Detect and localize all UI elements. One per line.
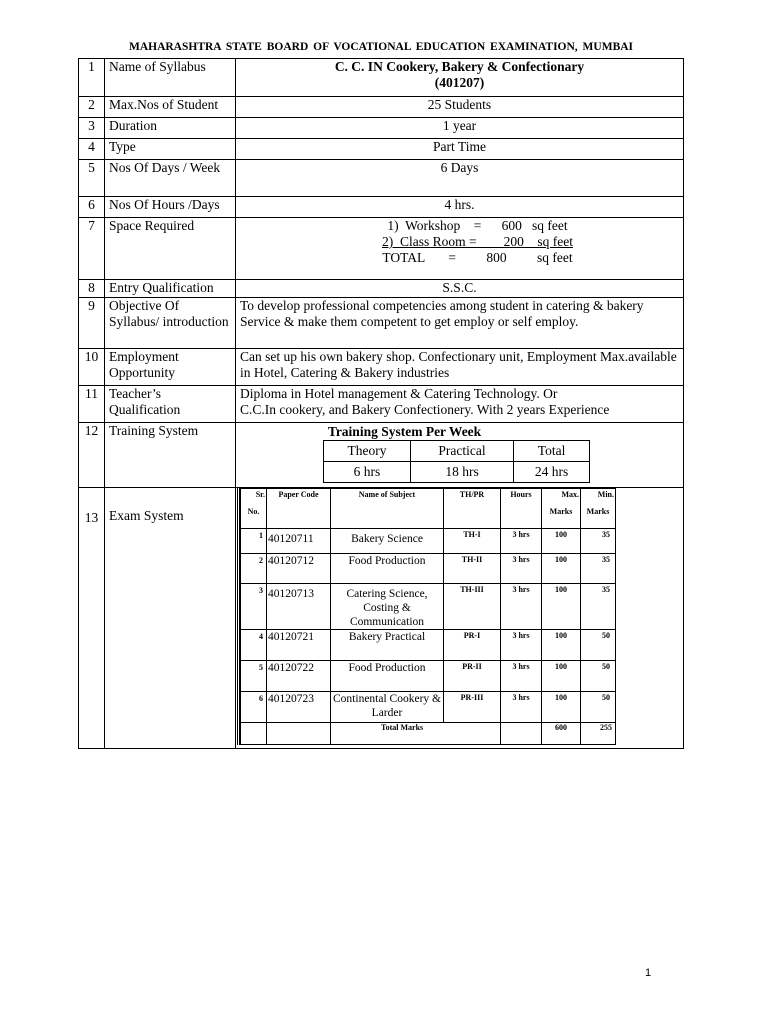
- exam-max: 100: [542, 630, 581, 661]
- exam-max: 100: [542, 692, 581, 723]
- row-label: Entry Qualification: [105, 280, 236, 298]
- table-row: [79, 97, 684, 118]
- row-number: 11: [79, 386, 105, 423]
- table-row: [79, 59, 684, 97]
- training-value-theory: 6 hrs: [324, 462, 411, 483]
- exam-min: 50: [581, 630, 616, 661]
- exam-max: 100: [542, 661, 581, 692]
- row-number: 2: [79, 97, 105, 118]
- row-label: Objective Of Syllabus/ introduction: [105, 298, 236, 349]
- row-number: 3: [79, 118, 105, 139]
- exam-code: 40120712: [267, 554, 331, 584]
- exam-hours: 3 hrs: [501, 529, 542, 554]
- row-label: Employment Opportunity: [105, 349, 236, 386]
- row-value: Part Time: [236, 139, 684, 160]
- training-header-practical: Practical: [410, 441, 513, 462]
- exam-total-label: Total Marks: [331, 723, 501, 745]
- table-row: [241, 554, 616, 584]
- table-row: [79, 218, 684, 280]
- table-row: [79, 349, 684, 386]
- space-total: TOTAL = 800 sq feet: [382, 250, 573, 265]
- exam-total-min: 255: [581, 723, 616, 745]
- exam-sr: 1: [241, 529, 267, 554]
- training-value-total: 24 hrs: [514, 462, 590, 483]
- row-label: Space Required: [105, 218, 236, 280]
- exam-subject: Continental Cookery & Larder: [331, 692, 444, 723]
- row-value: 6 Days: [236, 160, 684, 197]
- exam-thpr: TH-III: [444, 584, 501, 630]
- table-row: [79, 139, 684, 160]
- exam-header-max: Max. Marks: [542, 489, 581, 529]
- row-label: Type: [105, 139, 236, 160]
- training-system-title: Training System Per Week: [327, 424, 482, 439]
- exam-hours: 3 hrs: [501, 554, 542, 584]
- exam-sr: 4: [241, 630, 267, 661]
- row-number: 12: [79, 423, 105, 488]
- exam-max: 100: [542, 529, 581, 554]
- exam-subject: Bakery Practical: [331, 630, 444, 661]
- exam-hours: 3 hrs: [501, 661, 542, 692]
- table-row: [79, 488, 684, 749]
- exam-header-hours: Hours: [501, 489, 542, 529]
- exam-code: 40120723: [267, 692, 331, 723]
- exam-code: 40120713: [267, 584, 331, 630]
- exam-thpr: PR-III: [444, 692, 501, 723]
- row-label: Training System: [105, 423, 236, 488]
- row-number: 6: [79, 197, 105, 218]
- table-row: [79, 118, 684, 139]
- table-row: [241, 529, 616, 554]
- row-label: Name of Syllabus: [105, 59, 236, 97]
- teacher-qualification-2: C.C.In cookery, and Bakery Confectionery. With 2 years Experience: [240, 402, 610, 417]
- table-row: [79, 197, 684, 218]
- row-label: Max.Nos of Student: [105, 97, 236, 118]
- row-number: 9: [79, 298, 105, 349]
- exam-hours: 3 hrs: [501, 630, 542, 661]
- row-value: Can set up his own bakery shop. Confectionary unit, Employment Max.available in Hotel, Catering & Bakery industries: [236, 349, 684, 386]
- table-row: [241, 584, 616, 630]
- exam-hours: 3 hrs: [501, 692, 542, 723]
- exam-total-max: 600: [542, 723, 581, 745]
- table-row: [79, 386, 684, 423]
- exam-code: 40120722: [267, 661, 331, 692]
- exam-table: [240, 488, 616, 745]
- exam-thpr: PR-II: [444, 661, 501, 692]
- exam-min: 35: [581, 584, 616, 630]
- row-value: 4 hrs.: [236, 197, 684, 218]
- row-label: Exam System: [105, 488, 236, 749]
- exam-subject: Bakery Science: [331, 529, 444, 554]
- space-workshop: 1) Workshop = 600 sq feet: [387, 218, 568, 233]
- table-row: [79, 423, 684, 488]
- row-label: Teacher’s Qualification: [105, 386, 236, 423]
- row-value: 25 Students: [236, 97, 684, 118]
- exam-hours: 3 hrs: [501, 584, 542, 630]
- exam-min: 35: [581, 529, 616, 554]
- table-row: [79, 160, 684, 197]
- row-number: 1: [79, 59, 105, 97]
- row-number: 4: [79, 139, 105, 160]
- row-value: To develop professional competencies among student in catering & bakery Service & make them competent to get employ or self employ.: [236, 298, 684, 349]
- exam-sr: 6: [241, 692, 267, 723]
- syllabus-code: (401207): [434, 75, 485, 90]
- exam-sr: 5: [241, 661, 267, 692]
- exam-code: 40120711: [267, 529, 331, 554]
- page-number: 1: [645, 967, 652, 979]
- exam-max: 100: [542, 554, 581, 584]
- space-classroom: 2) Class Room = 200 sq feet: [382, 234, 573, 249]
- exam-min: 50: [581, 661, 616, 692]
- table-row: [241, 661, 616, 692]
- row-number: 5: [79, 160, 105, 197]
- table-row: [79, 298, 684, 349]
- exam-subject: Catering Science, Costing & Communication: [331, 584, 444, 630]
- exam-header-code: Paper Code: [267, 489, 331, 529]
- exam-sr: 2: [241, 554, 267, 584]
- exam-header-subject: Name of Subject: [331, 489, 444, 529]
- syllabus-name: C. C. IN Cookery, Bakery & Confectionary: [334, 59, 585, 74]
- training-system-table: [323, 440, 590, 483]
- exam-min: 35: [581, 554, 616, 584]
- row-label: Nos Of Hours /Days: [105, 197, 236, 218]
- row-number: 13: [79, 488, 105, 749]
- exam-thpr: TH-II: [444, 554, 501, 584]
- row-number: 8: [79, 280, 105, 298]
- table-row: [241, 692, 616, 723]
- training-header-theory: Theory: [324, 441, 411, 462]
- exam-subject: Food Production: [331, 661, 444, 692]
- exam-header-thpr: TH/PR: [444, 489, 501, 529]
- exam-thpr: TH-I: [444, 529, 501, 554]
- exam-sr: 3: [241, 584, 267, 630]
- document-header: MAHARASHTRA STATE BOARD OF VOCATIONAL EDUCATION EXAMINATION, MUMBAI: [128, 41, 634, 53]
- training-value-practical: 18 hrs: [410, 462, 513, 483]
- row-number: 10: [79, 349, 105, 386]
- exam-max: 100: [542, 584, 581, 630]
- exam-header-min: Min. Marks: [581, 489, 616, 529]
- row-label: Nos Of Days / Week: [105, 160, 236, 197]
- table-row: [79, 280, 684, 298]
- row-number: 7: [79, 218, 105, 280]
- table-row: [241, 630, 616, 661]
- row-value: S.S.C.: [236, 280, 684, 298]
- row-value: 1 year: [236, 118, 684, 139]
- teacher-qualification-1: Diploma in Hotel management & Catering Technology. Or: [240, 386, 558, 401]
- syllabus-table: [78, 58, 684, 749]
- exam-thpr: PR-I: [444, 630, 501, 661]
- training-header-total: Total: [514, 441, 590, 462]
- exam-subject: Food Production: [331, 554, 444, 584]
- exam-code: 40120721: [267, 630, 331, 661]
- row-label: Duration: [105, 118, 236, 139]
- exam-header-sr: Sr. No.: [241, 489, 267, 529]
- exam-min: 50: [581, 692, 616, 723]
- exam-total-row: [241, 723, 616, 745]
